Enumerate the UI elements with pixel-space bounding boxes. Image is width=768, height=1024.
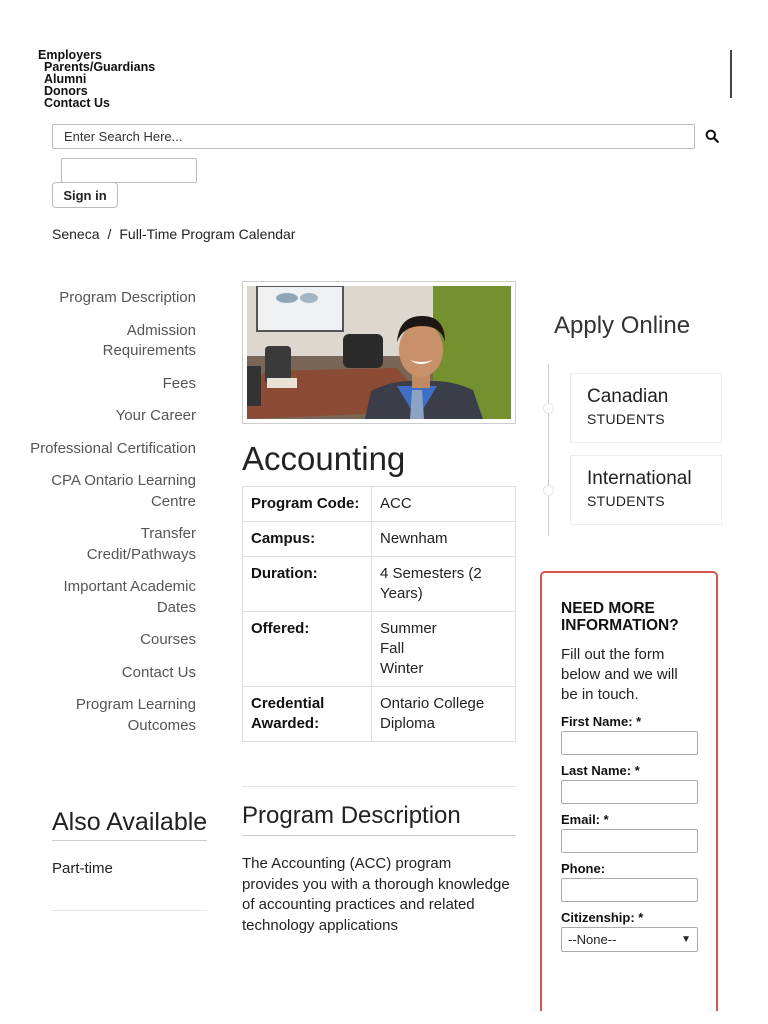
offered-term: Fall bbox=[380, 640, 405, 657]
detail-value: Newnham bbox=[372, 522, 516, 557]
email-field[interactable] bbox=[561, 829, 698, 853]
form-title: NEED MORE INFORMATION? bbox=[561, 600, 679, 634]
sign-in-button[interactable]: Sign in bbox=[52, 182, 118, 208]
also-available-divider bbox=[52, 840, 207, 841]
program-photo bbox=[242, 281, 516, 424]
first-name-field[interactable] bbox=[561, 731, 698, 755]
program-description-divider bbox=[242, 835, 516, 836]
nav-admission-requirements[interactable]: Admission Requirements bbox=[102, 321, 196, 359]
offered-term: Summer bbox=[380, 620, 437, 637]
apply-card-subtitle: STUDENTS bbox=[587, 493, 665, 509]
search-icon[interactable] bbox=[705, 129, 719, 143]
top-links bbox=[38, 49, 155, 109]
breadcrumb-calendar[interactable]: Full-Time Program Calendar bbox=[119, 226, 296, 242]
phone-label: Phone: bbox=[561, 861, 606, 876]
top-link-contact[interactable]: Contact Us bbox=[44, 96, 110, 110]
section-divider bbox=[242, 786, 516, 787]
also-available-title: Also Available bbox=[52, 808, 208, 836]
citizenship-selected-value: --None-- bbox=[568, 932, 617, 947]
program-details-table bbox=[242, 486, 516, 742]
top-link-parents[interactable]: Parents/Guardians bbox=[44, 60, 156, 74]
table-row bbox=[243, 522, 516, 557]
program-title: Accounting bbox=[242, 440, 406, 477]
nav-learning-outcomes[interactable]: Program Learning Outcomes bbox=[75, 696, 196, 734]
also-available-bottom-divider bbox=[52, 910, 207, 911]
apply-timeline-dot bbox=[543, 403, 554, 414]
nav-your-career[interactable]: Your Career bbox=[115, 407, 196, 424]
info-request-form bbox=[540, 571, 718, 1011]
form-intro: Fill out the form below and we will be in touch. bbox=[561, 646, 678, 703]
nav-transfer-credit[interactable]: Transfer Credit/Pathways bbox=[86, 525, 196, 563]
login-input[interactable] bbox=[61, 158, 197, 183]
header-divider bbox=[730, 50, 732, 98]
apply-international-button[interactable] bbox=[570, 455, 722, 525]
table-row bbox=[243, 557, 516, 612]
offered-term: Winter bbox=[380, 660, 424, 677]
detail-key: Campus: bbox=[243, 522, 372, 557]
search-input[interactable] bbox=[52, 124, 695, 149]
breadcrumb-separator: / bbox=[107, 226, 112, 242]
apply-card-title: Canadian bbox=[587, 386, 669, 407]
detail-value: ACC bbox=[372, 487, 516, 522]
nav-courses[interactable]: Courses bbox=[140, 631, 196, 648]
first-name-label: First Name: * bbox=[561, 714, 642, 729]
breadcrumb-seneca[interactable]: Seneca bbox=[52, 226, 100, 242]
nav-contact-us[interactable]: Contact Us bbox=[121, 663, 196, 681]
apply-timeline-line bbox=[548, 364, 549, 536]
top-link-alumni[interactable]: Alumni bbox=[44, 72, 87, 86]
citizenship-select[interactable] bbox=[561, 927, 698, 952]
top-link-employers[interactable]: Employers bbox=[38, 48, 102, 62]
nav-professional-certification[interactable]: Professional Certification bbox=[30, 439, 196, 457]
detail-value: Ontario College Diploma bbox=[372, 687, 516, 742]
email-label: Email: * bbox=[561, 812, 609, 827]
program-description-text: The Accounting (ACC) program provides you with a thorough knowledge of accounting practices and related technology applications bbox=[242, 855, 510, 934]
program-sidebar-nav bbox=[30, 288, 196, 748]
apply-canadian-button[interactable] bbox=[570, 373, 722, 443]
top-link-donors[interactable]: Donors bbox=[44, 84, 88, 98]
detail-key: Credential Awarded: bbox=[243, 687, 372, 742]
apply-online-title: Apply Online bbox=[554, 312, 691, 339]
last-name-label: Last Name: * bbox=[561, 763, 640, 778]
table-row bbox=[243, 687, 516, 742]
program-description-title: Program Description bbox=[242, 802, 461, 829]
last-name-field[interactable] bbox=[561, 780, 698, 804]
citizenship-label: Citizenship: * bbox=[561, 910, 644, 925]
detail-value bbox=[372, 612, 516, 687]
nav-fees[interactable]: Fees bbox=[162, 374, 196, 392]
detail-value: 4 Semesters (2 Years) bbox=[372, 557, 516, 612]
nav-program-description[interactable]: Program Description bbox=[59, 289, 196, 306]
breadcrumb bbox=[52, 226, 295, 242]
apply-card-title: International bbox=[587, 468, 692, 489]
table-row bbox=[243, 487, 516, 522]
detail-key: Program Code: bbox=[243, 487, 372, 522]
chevron-down-icon: ▼ bbox=[681, 934, 691, 945]
detail-key: Offered: bbox=[243, 612, 372, 687]
apply-timeline-dot bbox=[543, 485, 554, 496]
detail-key: Duration: bbox=[243, 557, 372, 612]
nav-academic-dates[interactable]: Important Academic Dates bbox=[63, 578, 196, 616]
table-row bbox=[243, 612, 516, 687]
also-available-part-time[interactable]: Part-time bbox=[52, 860, 113, 877]
student-photo-image bbox=[247, 286, 511, 419]
nav-cpa-learning-centre[interactable]: CPA Ontario Learning Centre bbox=[51, 472, 196, 510]
apply-card-subtitle: STUDENTS bbox=[587, 411, 665, 427]
phone-field[interactable] bbox=[561, 878, 698, 902]
